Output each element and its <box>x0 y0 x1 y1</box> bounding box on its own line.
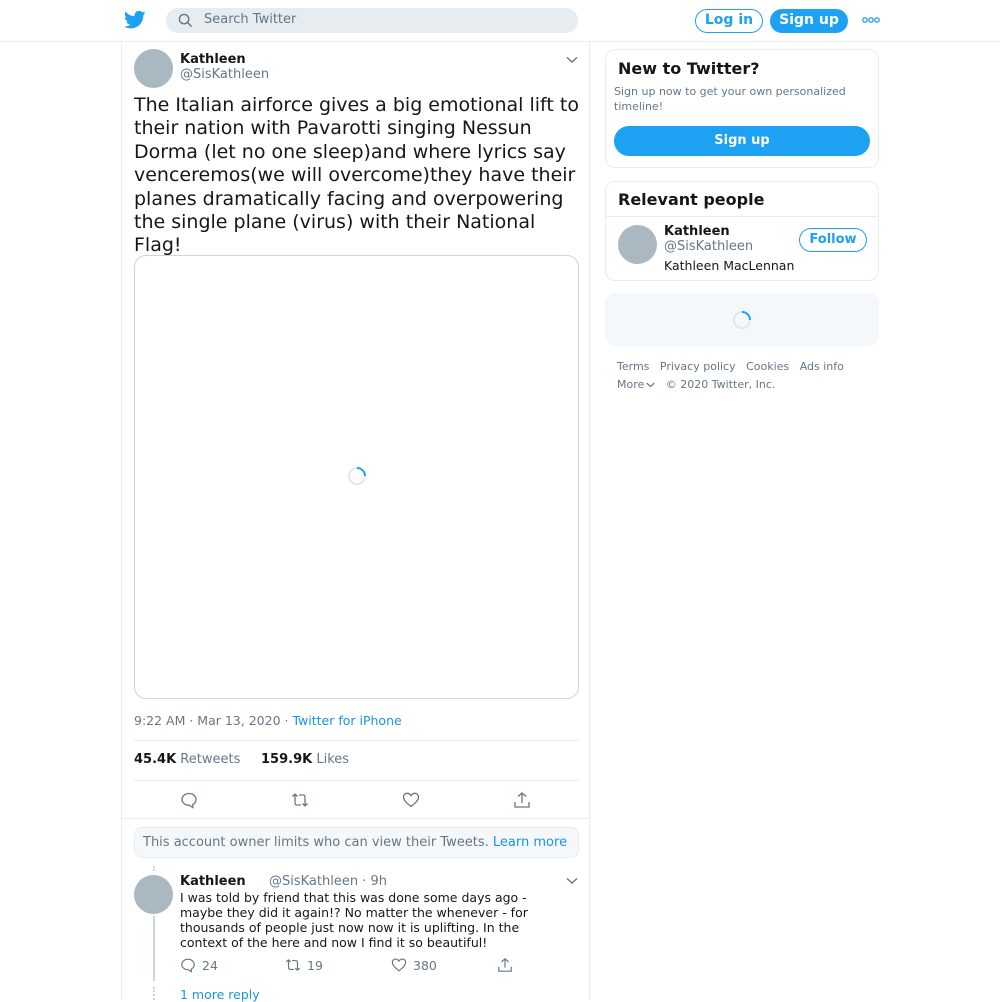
search-input[interactable]: Search Twitter <box>204 12 297 27</box>
relevant-people-title: Relevant people <box>618 190 765 209</box>
top-navigation-bar <box>0 0 1000 42</box>
author-handle[interactable]: @SisKathleen <box>180 67 270 82</box>
retweet-icon[interactable] <box>291 791 309 809</box>
chevron-down-icon[interactable] <box>566 877 578 885</box>
avatar[interactable] <box>618 225 657 264</box>
sidebar-signup-button[interactable]: Sign up <box>614 126 870 156</box>
login-button[interactable]: Log in <box>695 9 763 33</box>
person-name[interactable]: Kathleen <box>664 224 730 239</box>
signup-button[interactable]: Sign up <box>770 9 848 33</box>
divider <box>606 216 878 217</box>
likes-stat[interactable] <box>261 752 349 767</box>
footer-links <box>617 360 851 373</box>
footer-row-2 <box>617 378 782 391</box>
person-handle[interactable]: @SisKathleen <box>664 239 754 254</box>
avatar[interactable] <box>134 875 173 914</box>
share-icon <box>497 957 513 973</box>
footer-link-ads[interactable]: Ads info <box>799 360 844 373</box>
tweet-text: The Italian airforce gives a big emotional lift to their nation with Pavarotti singing Nessun Dorma (let no one sleep)and where lyrics say venceremos(we will overcome)they have their planes dramatically facing and overpowering the single plane (virus) with their National Flag! <box>134 94 579 257</box>
search-bar[interactable] <box>166 8 578 33</box>
notice-text: This account owner limits who can view their Tweets. <box>143 835 493 850</box>
signup-card-title: New to Twitter? <box>618 59 760 78</box>
retweet-count: 19 <box>307 958 323 973</box>
signup-card-subtitle: Sign up now to get your own personalized timeline! <box>614 85 846 113</box>
likes-label: Likes <box>316 752 350 767</box>
reply-like-action[interactable] <box>391 957 437 973</box>
retweets-stat[interactable] <box>134 752 240 767</box>
thread-connector <box>153 987 155 1000</box>
tweet-timestamp <box>134 713 402 728</box>
footer-more-link[interactable] <box>617 378 655 391</box>
reply-icon <box>180 957 196 973</box>
trends-loading-card <box>605 293 879 346</box>
tweet-stats <box>134 752 349 767</box>
tweet-detail-column <box>121 42 590 1000</box>
author-name[interactable]: Kathleen <box>180 52 246 67</box>
more-dots-icon[interactable] <box>862 13 880 27</box>
thread-line <box>153 916 155 981</box>
search-icon <box>178 13 193 28</box>
loading-spinner-icon <box>732 310 752 330</box>
follow-button[interactable]: Follow <box>799 228 867 252</box>
avatar[interactable] <box>134 49 173 88</box>
reply-retweet-action[interactable] <box>285 957 323 973</box>
reply-reply-action[interactable] <box>180 957 218 973</box>
footer-copyright: © 2020 Twitter, Inc. <box>665 378 776 391</box>
signup-card <box>605 49 879 168</box>
more-replies-link[interactable]: 1 more reply <box>180 987 260 1002</box>
retweets-label: Retweets <box>180 752 241 767</box>
timestamp-text: 9:22 AM · Mar 13, 2020 · <box>134 713 293 728</box>
footer-link-cookies[interactable]: Cookies <box>746 360 790 373</box>
tweet-source-link[interactable]: Twitter for iPhone <box>292 713 402 728</box>
chevron-down-icon <box>646 382 655 388</box>
like-count: 380 <box>413 958 437 973</box>
learn-more-link[interactable]: Learn more <box>492 835 568 850</box>
tweet-media-video[interactable] <box>134 255 579 699</box>
twitter-logo-icon[interactable] <box>124 10 146 30</box>
divider <box>134 780 579 781</box>
thread-connector <box>153 866 155 871</box>
footer-link-privacy[interactable]: Privacy policy <box>659 360 736 373</box>
like-icon <box>391 957 407 973</box>
reply-text: I was told by friend that this was done some days ago - maybe they did it again!? No matter the whenever - for thousands of people just now now it is uplifting. In the context of the here and now I find it so beautiful! <box>180 890 528 950</box>
chevron-down-icon[interactable] <box>566 56 578 64</box>
like-icon[interactable] <box>402 791 420 809</box>
divider <box>122 818 589 819</box>
reply-author-handle[interactable]: @SisKathleen · 9h <box>269 874 387 889</box>
relevant-people-card <box>605 181 879 281</box>
likes-count: 159.9K <box>261 752 313 767</box>
loading-spinner-icon <box>347 466 367 486</box>
divider <box>134 740 579 741</box>
footer-link-terms[interactable]: Terms <box>617 360 650 373</box>
reply-author-name[interactable]: Kathleen <box>180 874 246 889</box>
footer-more-label: More <box>617 378 645 391</box>
account-limit-notice <box>134 827 579 858</box>
retweet-icon <box>285 957 301 973</box>
share-icon[interactable] <box>513 791 531 809</box>
reply-count: 24 <box>202 958 218 973</box>
person-bio: Kathleen MacLennan <box>664 258 795 273</box>
retweets-count: 45.4K <box>134 752 177 767</box>
reply-share-action[interactable] <box>497 957 519 973</box>
reply-icon[interactable] <box>180 791 198 809</box>
